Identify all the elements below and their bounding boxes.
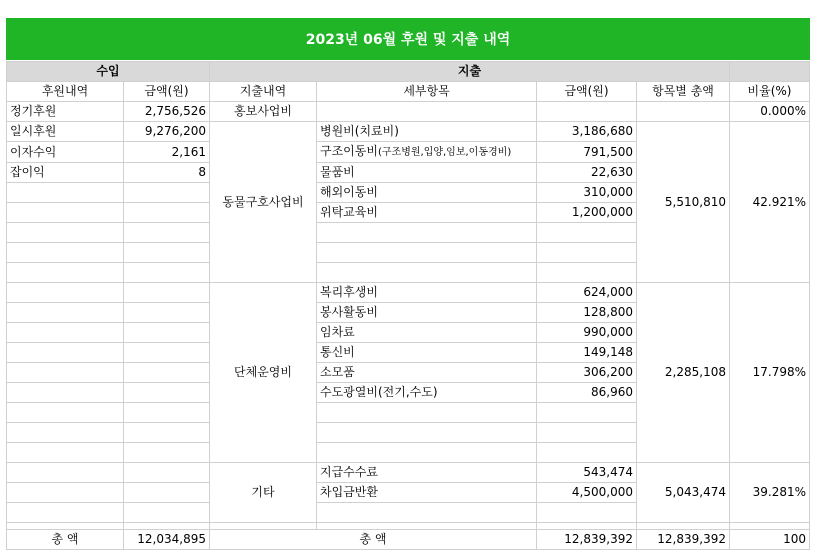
- detail-cell[interactable]: [317, 403, 537, 423]
- income-amount-cell[interactable]: [124, 223, 210, 243]
- expense-amount-cell[interactable]: [537, 243, 637, 263]
- detail-cell[interactable]: [317, 263, 537, 283]
- income-amount-cell[interactable]: [124, 503, 210, 523]
- detail-cell[interactable]: [317, 443, 537, 463]
- income-amount-cell[interactable]: [124, 403, 210, 423]
- table-row: [7, 283, 810, 303]
- spacer-cell[interactable]: [730, 523, 810, 530]
- expense-amount-cell[interactable]: 3,186,680: [537, 122, 637, 142]
- detail-cell[interactable]: 구조이동비(구조병원,입양,임보,이동경비): [317, 142, 537, 163]
- income-name-cell[interactable]: 이자수익: [7, 142, 124, 163]
- expense-amount-cell[interactable]: 306,200: [537, 363, 637, 383]
- expense-group-name[interactable]: 단체운영비: [210, 283, 317, 463]
- expense-amount-cell[interactable]: [537, 423, 637, 443]
- income-amount-cell[interactable]: 9,276,200: [124, 122, 210, 142]
- income-name-cell[interactable]: [7, 303, 124, 323]
- spacer-cell[interactable]: [7, 523, 124, 530]
- col-income-amount[interactable]: 금액(원): [124, 82, 210, 102]
- detail-cell[interactable]: [317, 423, 537, 443]
- ledger-body: [7, 62, 810, 550]
- col-category-total[interactable]: 항목별 총액: [637, 82, 730, 102]
- expense-total-label[interactable]: 총 액: [210, 530, 537, 550]
- category-sum-value[interactable]: 12,839,392: [637, 530, 730, 550]
- category-total-cell[interactable]: [637, 102, 730, 122]
- income-name-cell[interactable]: [7, 503, 124, 523]
- expense-amount-cell[interactable]: 128,800: [537, 303, 637, 323]
- expense-amount-cell[interactable]: 22,630: [537, 163, 637, 183]
- detail-cell[interactable]: 병원비(치료비): [317, 122, 537, 142]
- income-amount-cell[interactable]: 8: [124, 163, 210, 183]
- income-name-cell[interactable]: [7, 483, 124, 503]
- spacer-cell[interactable]: [124, 523, 210, 530]
- income-amount-cell[interactable]: [124, 263, 210, 283]
- group-total-cell[interactable]: 5,043,474: [637, 463, 730, 523]
- income-amount-cell[interactable]: [124, 443, 210, 463]
- detail-cell[interactable]: 소모품: [317, 363, 537, 383]
- income-amount-cell[interactable]: [124, 303, 210, 323]
- income-name-cell[interactable]: [7, 383, 124, 403]
- expense-amount-cell[interactable]: [537, 263, 637, 283]
- detail-cell[interactable]: [317, 243, 537, 263]
- table-row: [7, 122, 810, 142]
- detail-cell[interactable]: 임차료: [317, 323, 537, 343]
- expense-amount-cell[interactable]: [537, 223, 637, 243]
- expense-amount-cell[interactable]: 310,000: [537, 183, 637, 203]
- expense-amount-cell[interactable]: 624,000: [537, 283, 637, 303]
- section-blank[interactable]: [730, 62, 810, 82]
- detail-cell[interactable]: 통신비: [317, 343, 537, 363]
- income-section-header[interactable]: 수입: [7, 62, 210, 82]
- totals-row: [7, 530, 810, 550]
- expense-amount-cell[interactable]: 149,148: [537, 343, 637, 363]
- group-total-cell[interactable]: 2,285,108: [637, 283, 730, 463]
- expense-section-header[interactable]: 지출: [210, 62, 730, 82]
- income-amount-cell[interactable]: [124, 343, 210, 363]
- spacer-cell[interactable]: [317, 523, 537, 530]
- group-ratio-cell[interactable]: 39.281%: [730, 463, 810, 523]
- spacer-cell[interactable]: [537, 523, 637, 530]
- expense-total-value[interactable]: 12,839,392: [537, 530, 637, 550]
- expense-amount-cell[interactable]: 1,200,000: [537, 203, 637, 223]
- detail-cell[interactable]: 수도광열비(전기,수도): [317, 383, 537, 403]
- group-ratio-cell[interactable]: 42.921%: [730, 122, 810, 283]
- income-name-cell[interactable]: [7, 363, 124, 383]
- ratio-cell[interactable]: 0.000%: [730, 102, 810, 122]
- expense-amount-cell[interactable]: [537, 403, 637, 423]
- income-amount-cell[interactable]: [124, 183, 210, 203]
- expense-amount-cell[interactable]: 791,500: [537, 142, 637, 163]
- column-header-row: [7, 82, 810, 102]
- expense-amount-cell[interactable]: [537, 102, 637, 122]
- income-name-cell[interactable]: [7, 323, 124, 343]
- detail-cell[interactable]: 해외이동비: [317, 183, 537, 203]
- detail-cell[interactable]: 봉사활동비: [317, 303, 537, 323]
- income-name-cell[interactable]: [7, 203, 124, 223]
- ledger-table: [6, 61, 810, 550]
- section-header-row: [7, 62, 810, 82]
- income-amount-cell[interactable]: 2,161: [124, 142, 210, 163]
- income-name-cell[interactable]: 잡이익: [7, 163, 124, 183]
- spacer-row: [7, 523, 810, 530]
- expense-amount-cell[interactable]: [537, 503, 637, 523]
- detail-cell[interactable]: [317, 223, 537, 243]
- col-expense-amount[interactable]: 금액(원): [537, 82, 637, 102]
- expense-amount-cell[interactable]: 86,960: [537, 383, 637, 403]
- income-name-cell[interactable]: [7, 443, 124, 463]
- income-amount-cell[interactable]: [124, 383, 210, 403]
- col-detail[interactable]: 세부항목: [317, 82, 537, 102]
- income-name-cell[interactable]: [7, 343, 124, 363]
- income-name-cell[interactable]: [7, 183, 124, 203]
- group-total-cell[interactable]: 5,510,810: [637, 122, 730, 283]
- expense-amount-cell[interactable]: 543,474: [537, 463, 637, 483]
- income-name-cell[interactable]: [7, 283, 124, 303]
- ratio-sum-value[interactable]: 100: [730, 530, 810, 550]
- detail-cell[interactable]: 복리후생비: [317, 283, 537, 303]
- income-amount-cell[interactable]: [124, 423, 210, 443]
- col-expense-type[interactable]: 지출내역: [210, 82, 317, 102]
- table-row: [7, 102, 810, 122]
- income-total-label[interactable]: 총 액: [7, 530, 124, 550]
- detail-cell[interactable]: [317, 102, 537, 122]
- col-ratio[interactable]: 비율(%): [730, 82, 810, 102]
- col-donation-type[interactable]: 후원내역: [7, 82, 124, 102]
- group-ratio-cell[interactable]: 17.798%: [730, 283, 810, 463]
- income-amount-cell[interactable]: [124, 203, 210, 223]
- expense-group-name[interactable]: 기타: [210, 463, 317, 523]
- income-amount-cell[interactable]: [124, 483, 210, 503]
- report-title: 2023년 06월 후원 및 지출 내역: [6, 18, 810, 60]
- income-name-cell[interactable]: [7, 403, 124, 423]
- income-amount-cell[interactable]: [124, 463, 210, 483]
- income-amount-cell[interactable]: 2,756,526: [124, 102, 210, 122]
- detail-cell[interactable]: 위탁교육비: [317, 203, 537, 223]
- expense-amount-cell[interactable]: 4,500,000: [537, 483, 637, 503]
- table-row: [7, 463, 810, 483]
- detail-note: (구조병원,입양,임보,이동경비): [377, 147, 512, 158]
- expense-amount-cell[interactable]: [537, 443, 637, 463]
- detail-cell[interactable]: 물품비: [317, 163, 537, 183]
- income-name-cell[interactable]: 정기후원: [7, 102, 124, 122]
- expense-type-cell[interactable]: 홍보사업비: [210, 102, 317, 122]
- spacer-cell[interactable]: [210, 523, 317, 530]
- expense-amount-cell[interactable]: 990,000: [537, 323, 637, 343]
- income-name-cell[interactable]: [7, 463, 124, 483]
- income-name-cell[interactable]: [7, 243, 124, 263]
- income-name-cell[interactable]: [7, 423, 124, 443]
- income-amount-cell[interactable]: [124, 283, 210, 303]
- income-amount-cell[interactable]: [124, 243, 210, 263]
- income-name-cell[interactable]: [7, 263, 124, 283]
- spacer-cell[interactable]: [637, 523, 730, 530]
- income-name-cell[interactable]: 일시후원: [7, 122, 124, 142]
- income-name-cell[interactable]: [7, 223, 124, 243]
- income-amount-cell[interactable]: [124, 363, 210, 383]
- detail-cell[interactable]: 지급수수료: [317, 463, 537, 483]
- detail-cell[interactable]: 차입금반환: [317, 483, 537, 503]
- expense-group-name[interactable]: 동물구호사업비: [210, 122, 317, 283]
- income-amount-cell[interactable]: [124, 323, 210, 343]
- detail-cell[interactable]: [317, 503, 537, 523]
- income-total-value[interactable]: 12,034,895: [124, 530, 210, 550]
